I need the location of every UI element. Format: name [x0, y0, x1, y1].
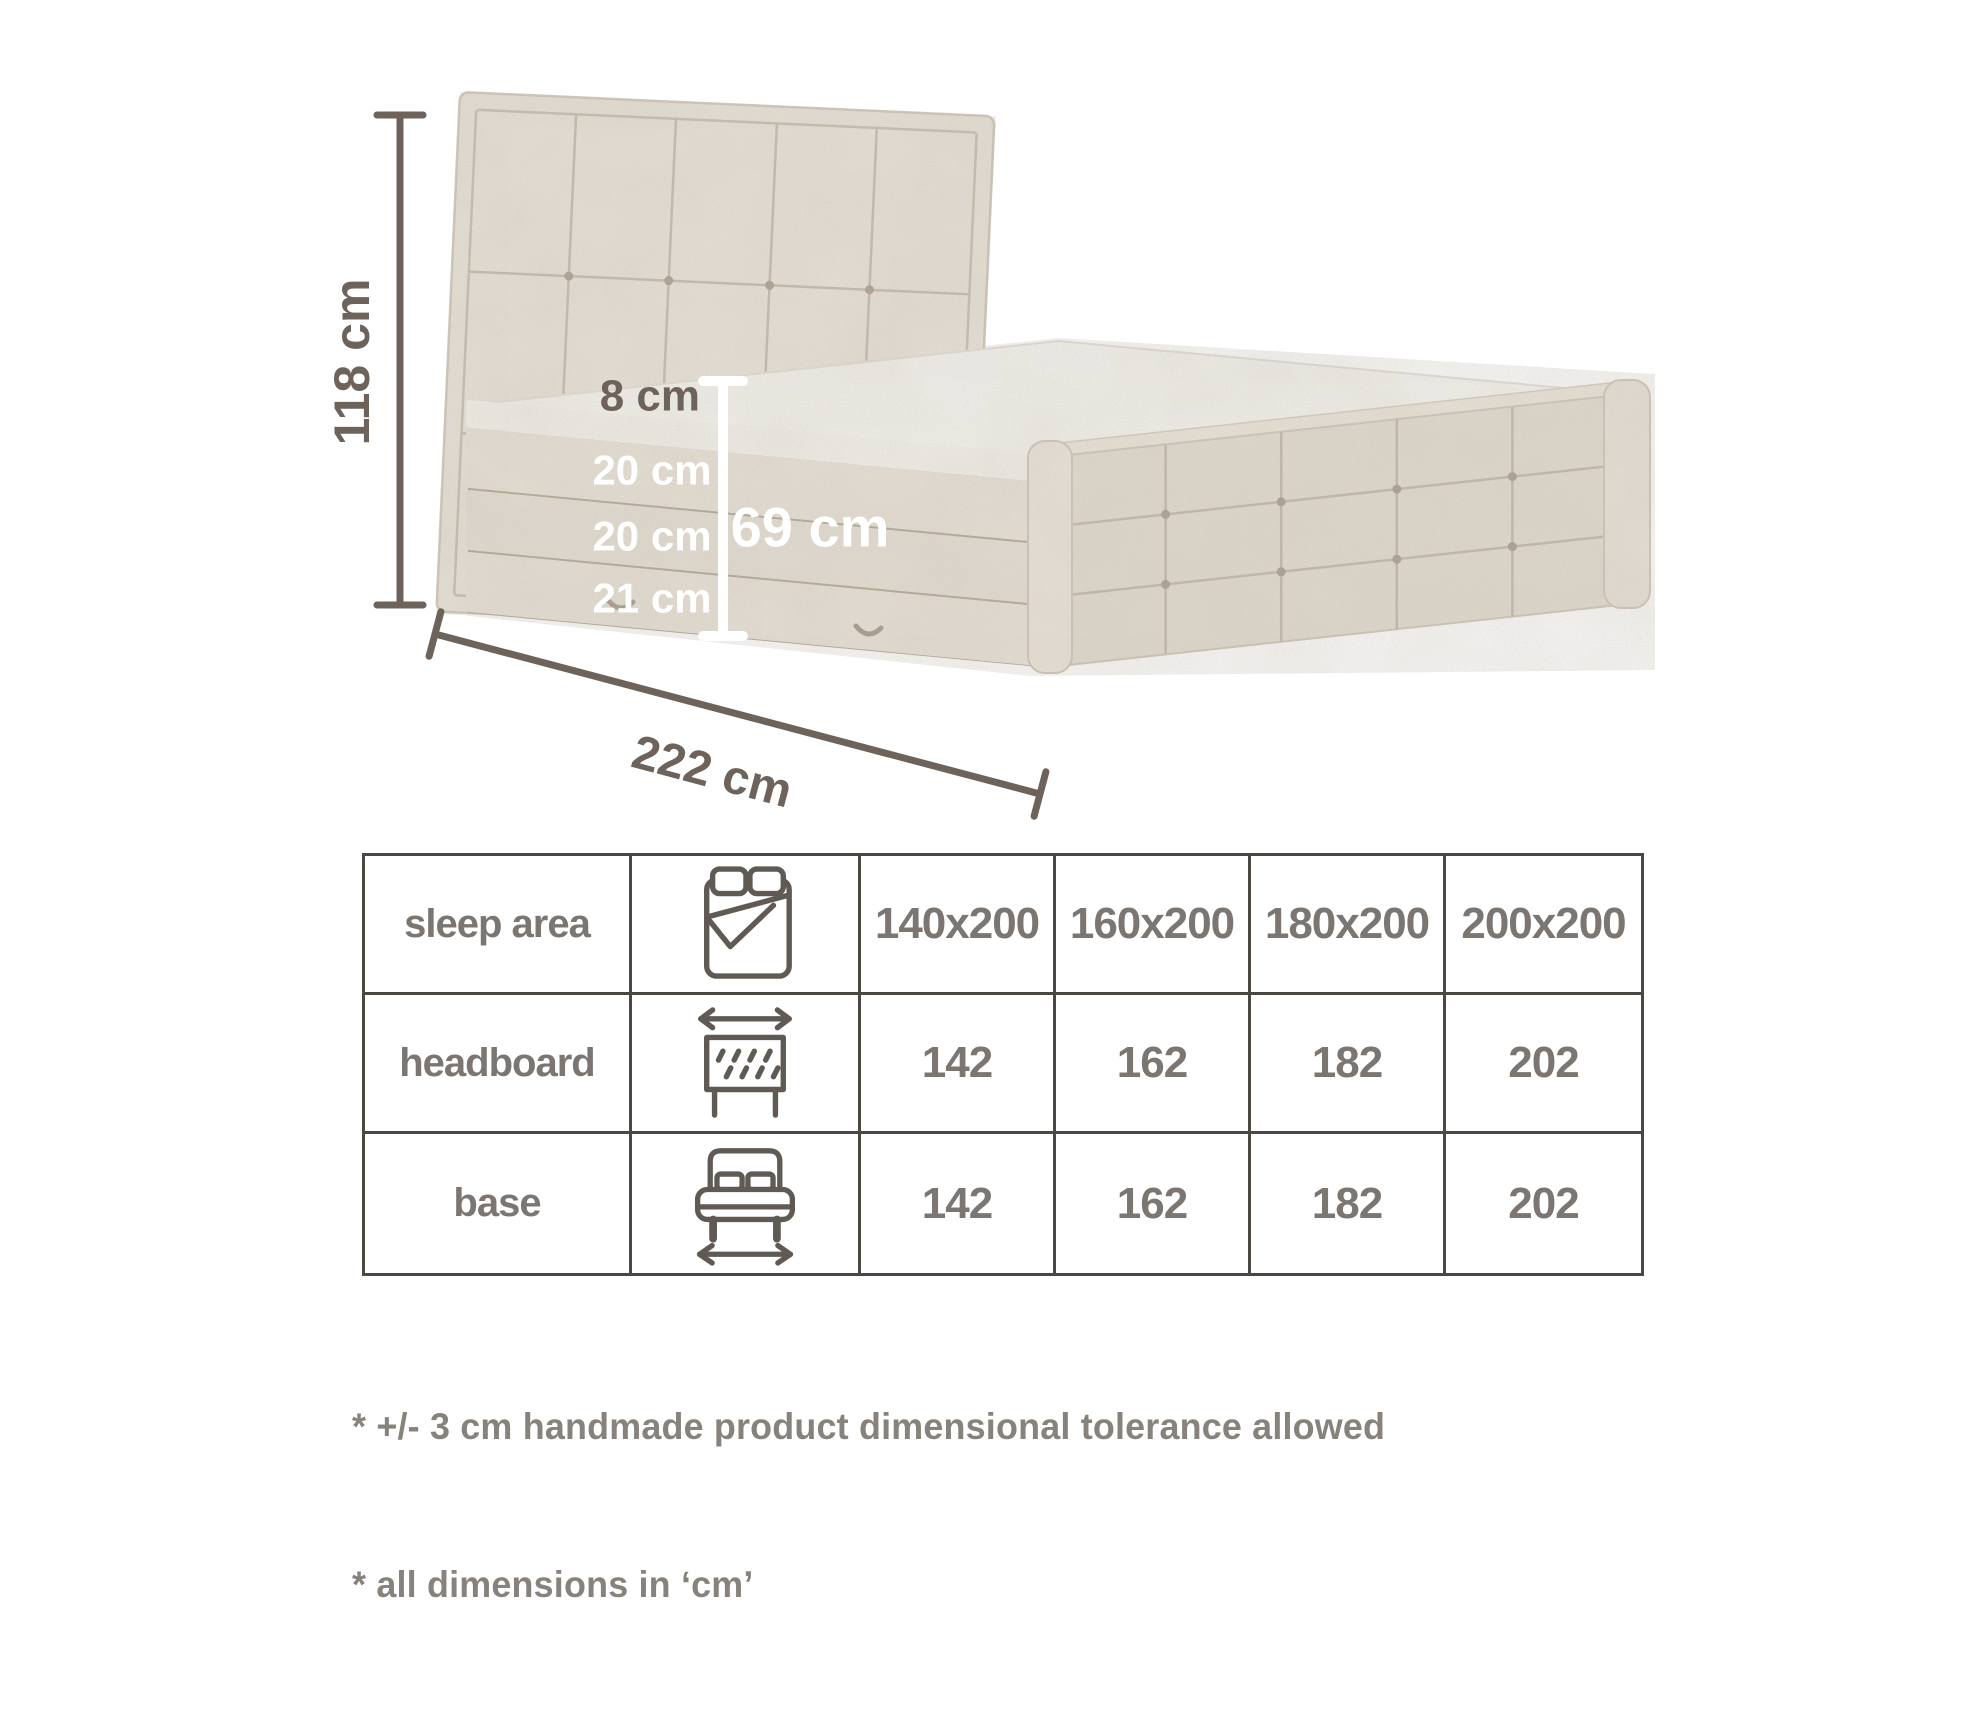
dimension-label-base: 21 cm — [592, 574, 712, 622]
size-table — [362, 853, 1644, 1276]
spec-cell: 160x200 — [1056, 856, 1251, 995]
icon-cell — [632, 1134, 861, 1273]
bed-front-width-icon — [687, 1142, 803, 1266]
spec-cell: 180x200 — [1251, 856, 1446, 995]
icon-cell — [632, 995, 861, 1134]
row-label-text: headboard — [399, 1040, 595, 1085]
height-dimension-line — [377, 115, 423, 605]
icon-cell — [632, 856, 861, 995]
spec-cell: 162 — [1056, 995, 1251, 1134]
spec-cell: 202 — [1508, 1178, 1579, 1228]
dimension-label-total-height: 118 cm — [324, 278, 380, 446]
bed-dimension-illustration — [0, 0, 1962, 840]
footnote-units: * all dimensions in ‘cm’ — [352, 1563, 754, 1605]
spec-cell: 182 — [1251, 1134, 1446, 1273]
spec-cell: 200x200 — [1446, 856, 1641, 995]
headboard-width-icon — [691, 1004, 799, 1122]
dimension-label-total-length: 222 cm — [626, 725, 798, 819]
row-label-base — [365, 1134, 632, 1273]
row-label-headboard — [365, 995, 632, 1134]
spec-cell: 142 — [861, 1134, 1056, 1273]
dimension-label-inner-height: 69 cm — [730, 495, 890, 559]
dimension-label-mattress: 20 cm — [592, 446, 712, 494]
row-label-text: sleep area — [404, 901, 590, 946]
row-label-sleep-area — [365, 856, 632, 995]
spec-cell: 142 — [861, 995, 1056, 1134]
spec-cell: 182 — [1251, 995, 1446, 1134]
footnote-tolerance: * +/- 3 cm handmade product dimensional tolerance allowed — [352, 1406, 1386, 1448]
spec-cell: 202 — [1446, 995, 1641, 1134]
dimension-label-middle: 20 cm — [592, 512, 712, 560]
row-label-text: base — [453, 1181, 541, 1225]
dimension-label-topper: 8 cm — [599, 371, 700, 421]
footnotes — [352, 1296, 1385, 1716]
mattress-top-view-icon — [691, 863, 799, 985]
spec-cell: 162 — [1056, 1134, 1251, 1273]
spec-cell: 140x200 — [861, 856, 1056, 995]
